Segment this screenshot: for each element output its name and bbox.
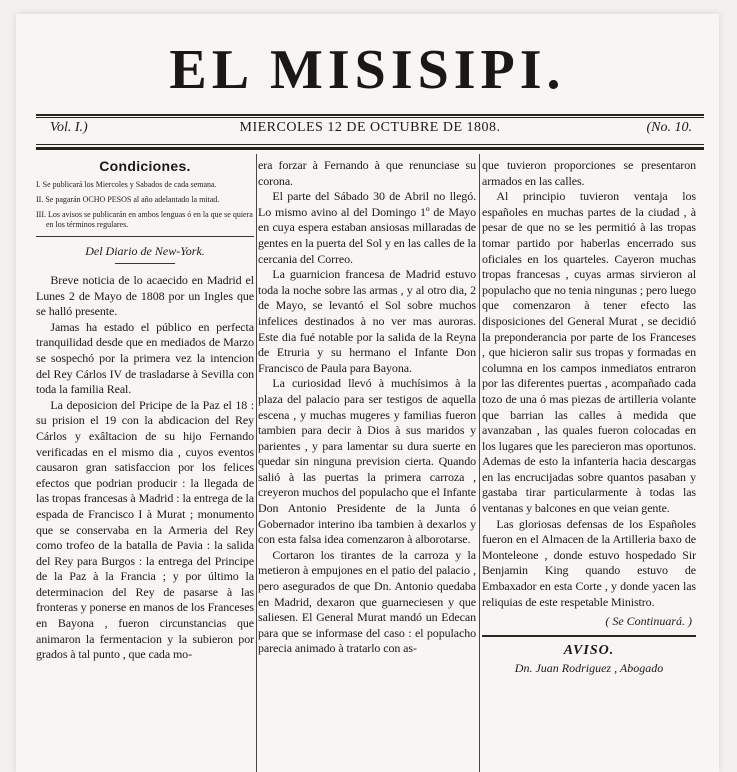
newspaper-page: [16, 14, 719, 772]
article-paragraph: El parte del Sábado 30 de Abril no llegó. Lo mismo avino al del Domingo 1º de Mayo en cuya espera estaban ansiosas millaradas de gentes en la puerta del Sol y en las calles de la cercania del Correo.: [258, 189, 476, 266]
condition-item: II. Se pagarán OCHO PESOS al año adelantado la mitad.: [36, 195, 220, 204]
article-paragraph: Las gloriosas defensas de los Españoles fueron en el Almacen de la Artilleria baxo de Monteleone , donde estuvo hospedado Sir Benjamin King quando estuvo de Embaxador en esta Corte , y donde yacen las reliquias de este respetable Ministro.: [482, 516, 696, 609]
section-separator: [36, 236, 254, 237]
article-paragraph: Jamas ha estado el público en perfecta tranquilidad desde que en mediados de Marzo se sospechó por la primera vez la intencion del Rey Cárlos IV de trasladarse à Sevilla con toda la familia Real.: [36, 319, 254, 397]
masthead-title: EL MISISIPI.: [169, 39, 566, 101]
dateline-rule-thin: [36, 144, 704, 145]
article-paragraph: La deposicion del Pricipe de la Paz el 18 : su prision el 19 con la abdicacion del Rey Cárlos y exâltacion de su hijo Fernando verificadas en el mismo dia , cuyos eventos causaron gran satisfaccion por los felices efectos que podrian producir : la llegada de las tropas francesas à Madrid : la entrega de la espada de Francisco I à Murat ; monumento que se conservaba en la Armeria del Rey como trofeo de la batalla de Pavia : la salida del Rey para Burgos : la entrega del Principe de la Paz à la Francia ; y por último la determinacion del Rey de pasarse à las fronteras y ponerse en manos de los Franceses en Bayona , fueron circunstancias que animaron la fermentacion y la subieron por grados à tal punto , que cada mo-: [36, 397, 254, 662]
aviso-title: AVISO.: [563, 643, 615, 659]
condition-item: I. Se publicará los Miercoles y Sabados de cada semana.: [36, 180, 217, 189]
column-3: [482, 158, 696, 772]
article-source: Del Diario de New-York.: [85, 244, 205, 258]
article-paragraph: Breve noticia de lo acaecido en Madrid el Lunes 2 de Mayo de 1808 por un Ingles que se halló presente.: [36, 273, 254, 319]
column-1: [36, 158, 254, 772]
continuation-note: ( Se Continuará. ): [605, 614, 692, 629]
aviso-rule: [482, 635, 696, 637]
article-paragraph: que tuvieron proporciones se presentaron armados en las calles.: [482, 158, 696, 188]
column-divider-1: [256, 154, 257, 772]
masthead-rule-top: [36, 114, 704, 116]
volume-label: Vol. I.): [50, 120, 88, 135]
condition-item: III. Los avisos se publicarán en ambos lenguas ó en la que se quiera en los términos regulares.: [36, 210, 253, 229]
column-divider-2: [479, 154, 480, 772]
article-paragraph: La guarnicion francesa de Madrid estuvo toda la noche sobre las armas , y al otro dia, 2 de Mayo, se levantó el Sol sobre muchos infelices destinados à no ver mas auroras. Este dia fué notable por la salida de la Reyna de Etruria y su hermano el Infante Don Francisco de Paula para Bayona.: [258, 267, 476, 375]
dateline-rule-thick: [36, 147, 704, 150]
source-underline: [115, 263, 175, 264]
dateline: [36, 118, 704, 138]
issue-number: (No. 10.: [646, 120, 692, 135]
article-paragraph: Al principio tuvieron ventaja los españoles en muchas partes de la ciudad , à pesar de que no se les permitió à las tropas tomar partido por haberlas encerrado sus oficiales en los quarteles. Cayeron muchas tropas francesas , cuyas armas sirvieron al populacho que no tenia ningunas ; pero luego que comenzaron à tener efecto las disposiciones del General Murat , se decidió la preponderancia por parte de los Franceses , que hicieron salir sus tropas y formadas en columna en los campos inmediatos entraron por las diferentes puertas , acompañado cada tozo de una ó mas piezas de artilleria volante que barrian las calles à medida que avanzaban , las quales fueron colocadas en los lugares que les parecieron mas oportunos. Ademas de esto la infanteria hacia descargas en las encrucijadas sobre quantos pasaban y gastaba tirar particularmente à todas las ventanas y balcones en que veian gente.: [482, 189, 696, 516]
issue-date: MIERCOLES 12 DE OCTUBRE DE 1808.: [239, 120, 501, 135]
article-paragraph: La curiosidad llevó à muchísimos à la plaza del palacio para ser testigos de aquella escena , y muchas mugeres y familias fueron tambien para decir à Dios à sus maridos y parientes , y para lamentar su dura suerte en quedar sin ninguna prevision cierta. Quando salió à las puertas la primera carroza , creyeron muchos del populacho que el Infante Don Antonio Presidente de la Junta ó Gobernador interino iba tambien à dexarlos y con esta falsa idea comenzaron à alborotarse.: [258, 376, 476, 547]
aviso-line: Dn. Juan Rodriguez , Abogado: [514, 661, 664, 676]
article-paragraph: Cortaron los tirantes de la carroza y la metieron à empujones en el patio del palacio , pero asegurados de que Dn. Antonio quedaba en Madrid, dexaron que guarneciesen y que saliesen. El General Murat mandó un Edecan para que se informase del caso : el populacho parecia animado à tratarlo con as-: [258, 547, 476, 656]
column-2: [258, 158, 476, 772]
conditions-title: Condiciones.: [99, 158, 191, 174]
article-paragraph: era forzar à Fernando à que renunciase su corona.: [258, 158, 476, 188]
